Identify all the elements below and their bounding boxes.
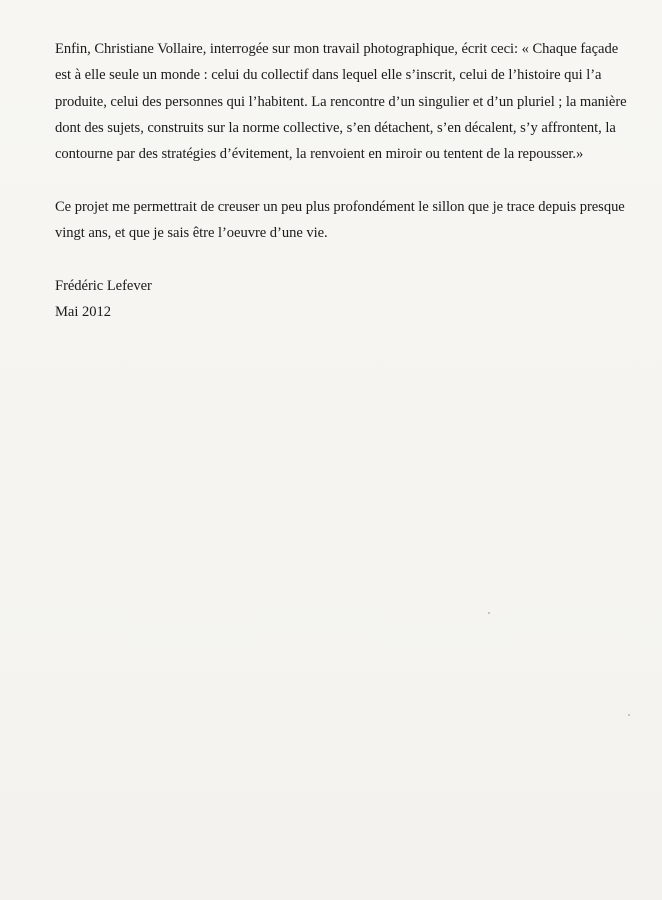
signature-block [55, 273, 625, 326]
text-line: Ce projet me permettrait de creuser un peu plus profondément le sillon que je trace depuis presque [55, 198, 625, 215]
document-body [55, 36, 625, 325]
date-line: Mai 2012 [55, 303, 111, 320]
text-line: produite, celui des personnes qui l’habitent. La rencontre d’un singulier et d’un pluriel ; la manière [55, 93, 627, 110]
quote-paragraph [55, 36, 625, 167]
text-line: est à elle seule un monde : celui du collectif dans lequel elle s’inscrit, celui de l’histoire qui l’a [55, 67, 602, 84]
project-paragraph [55, 194, 625, 247]
paper-speck [488, 612, 490, 614]
text-line: Enfin, Christiane Vollaire, interrogée sur mon travail photographique, écrit ceci: « Chaque façade [55, 41, 619, 57]
text-line: vingt ans, et que je sais être l’oeuvre d’une vie. [55, 225, 328, 242]
text-line: contourne par des stratégies d’évitement, la renvoient en miroir ou tentent de la repousser.» [55, 146, 584, 163]
text-line: dont des sujets, construits sur la norme collective, s’en détachent, s’en décalent, s’y affrontent, la [55, 119, 616, 136]
author-name: Frédéric Lefever [55, 277, 152, 294]
paper-speck [628, 714, 630, 716]
